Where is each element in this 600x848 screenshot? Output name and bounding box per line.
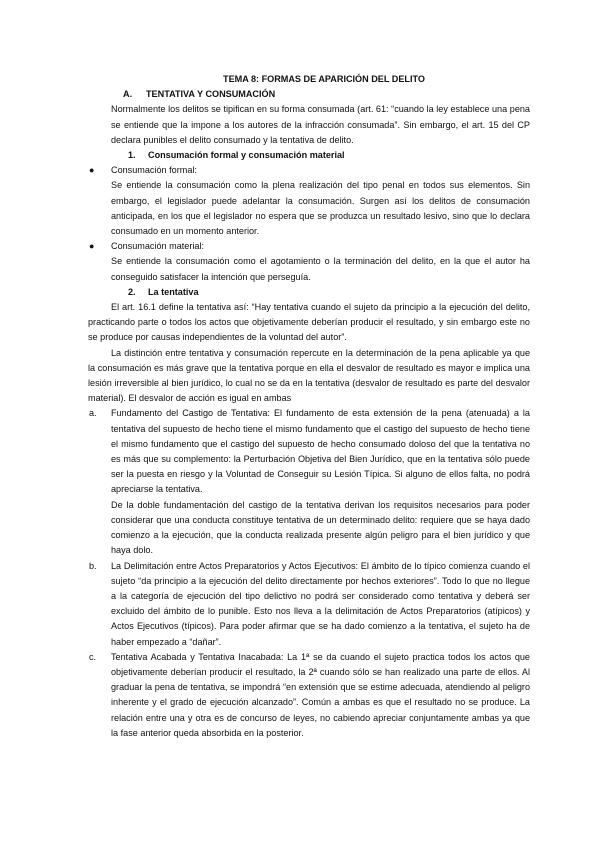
list-marker: b.: [89, 560, 97, 571]
subsection-2-heading: [128, 285, 530, 300]
list-paragraph: La Delimitación entre Actos Preparatorios y Actos Ejecutivos: El ámbito de lo típico comienza cuando el sujeto “da principio a la ejecución del delito directamente por hechos exteriores”. Todo lo que no llegue a la categoría de ejecución del tipo delictivo no podrá ser considerado como tentativa y deberá ser excluido del ámbito de lo punible. Esto nos lleva a la delimitación de Actos Preparatorios (atípicos) y Actos Ejecutivos (típicos). Para poder afirmar que se ha dado comienzo a la tentativa, el sujeto ha de haber empezado a “dañar”.: [111, 560, 530, 647]
bullet-text: Se entiende la consumación como el agotamiento o la terminación del delito, en la que el autor ha conseguido satisfacer la intención que perseguía.: [111, 256, 530, 282]
bullet-label: Consumación formal:: [111, 165, 197, 176]
tentativa-paragraph-1: El art. 16.1 define la tentativa así: “Hay tentativa cuando el sujeto da principio a la ejecución del delito, practicando parte o todos los actos que objetivamente deberían producir el resultado, y sin embargo este no se produce por causas independientes de la voluntad del autor”.: [88, 302, 530, 343]
list-paragraph: Tentativa Acabada y Tentativa Inacabada: La 1ª se da cuando el sujeto practica todos los actos que objetivamente deberían producir el resultado, la 2ª cuando sólo se han realizado una parte de ellos. Al graduar la pena de tentativa, se impondrá “en extensión que se estime adecuada, atendiendo al peligro inherente y el grado de ejecución alcanzado”. Común a ambas es que el resultado no se produce. La relación entre una y otra es de concurso de leyes, no cabiendo apreciar conjuntamente ambas ya que la fase anterior queda absorbida en la posterior.: [111, 651, 530, 738]
intro-paragraph: Normalmente los delitos se tipifican en su forma consumada (art. 61: “cuando la ley establece una pena se entiende que la impone a los autores de la infracción consumada”. Sin embargo, el art. 15 del CP declara punibles el delito consumado y la tentativa de delito.: [111, 104, 530, 145]
list-item-b: [89, 559, 530, 650]
subsection-1-heading: [128, 148, 530, 163]
document-body: [88, 72, 530, 741]
list-paragraph: Fundamento del Castigo de Tentativa: El fundamento de esta extensión de la pena (atenuada) a la tentativa del supuesto de hecho tiene el mismo fundamento que el castigo del supuesto de hecho tiene el mismo fundamento que el castigo del supuesto de hecho consumado doloso del que la tentativa no es más que su complemento: la Perturbación Objetiva del Bien Jurídico, que en la tentativa sólo puede ser la puesta en riesgo y la Voluntad de Conseguir su Lesión Típica. Si alguno de ellos falta, no podrá apreciarse la tentativa.: [111, 408, 530, 495]
section-a-marker: A.: [123, 89, 133, 100]
bullet-text: Se entiende la consumación como la plena realización del tipo penal en todos sus elementos. Sin embargo, el legislador puede adelantar la consumación. Surgen así los delitos de consumación anticipada, en los que el legislador no espera que se produzca un resultado lesivo, sino que lo declara consumado en un momento anterior.: [111, 180, 530, 237]
subsection-2-marker: 2.: [128, 286, 136, 297]
tentativa-paragraph-2: La distinción entre tentativa y consumación repercute en la determinación de la pena aplicable ya que la consumación es más grave que la tentativa porque en ella el desvalor de resultado es mayor e implica una lesión irreversible al bien jurídico, lo cual no se da en la tentativa (desvalor de resultado es parte del desvalor material). El desvalor de acción es igual en ambas: [88, 347, 530, 404]
bullet-dot: ●: [89, 241, 95, 252]
bullet-label: Consumación material:: [111, 241, 204, 252]
list-marker: c.: [89, 651, 97, 662]
list-paragraph: De la doble fundamentación del castigo de la tentativa derivan los requisitos necesarios para poder considerar que una conducta constituye tentativa de un determinado delito: requiere que se haya dado comienzo a la ejecución, que la conducta realizada presente algún peligro para el bien jurídico y que haya dolo.: [111, 499, 530, 556]
section-a-label: TENTATIVA Y CONSUMACIÓN: [146, 89, 276, 100]
subsection-2-label: La tentativa: [148, 286, 199, 297]
list-item-a: [89, 406, 530, 558]
section-a-heading: [123, 87, 530, 102]
document-title: TEMA 8: FORMAS DE APARICIÓN DEL DELITO: [223, 74, 425, 84]
subsection-1-marker: 1.: [128, 150, 136, 161]
bullet-item-formal: [89, 163, 530, 239]
bullet-item-material: [89, 239, 530, 285]
list-item-c: [89, 650, 530, 741]
bullet-dot: ●: [89, 165, 95, 176]
list-marker: a.: [89, 408, 97, 419]
subsection-1-label: Consumación formal y consumación material: [148, 150, 345, 161]
